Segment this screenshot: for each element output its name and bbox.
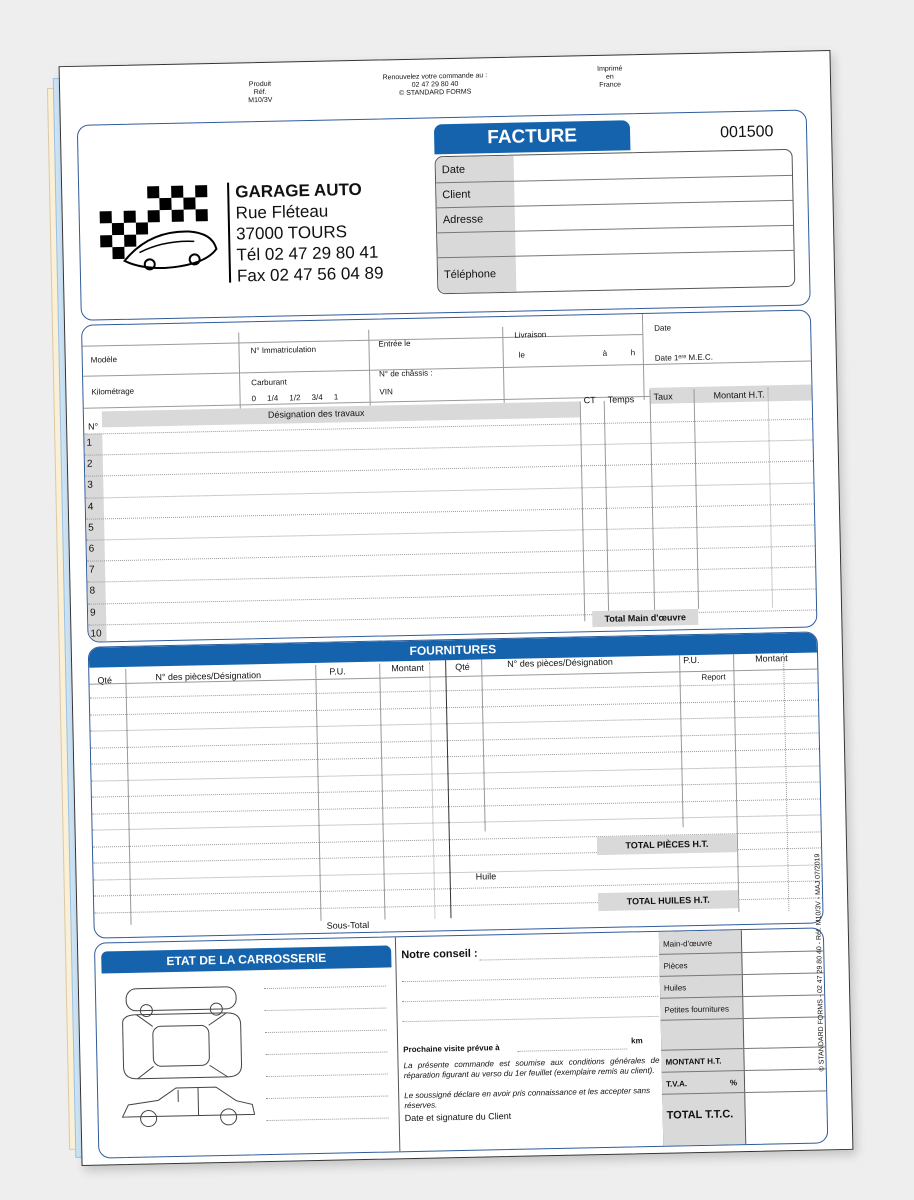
works-row-number: 6 [88, 543, 95, 555]
right-col-pu: P.U. [683, 654, 700, 666]
reorder-info: Renouvelez votre commande au : 02 47 29 80 40 © STANDARD FORMS [382, 72, 488, 98]
company-name: GARAGE AUTO [235, 179, 362, 202]
ttc-value[interactable] [746, 1094, 823, 1136]
invoice-number: 001500 [719, 123, 774, 142]
works-row-number: 3 [87, 479, 94, 492]
logo-divider [227, 183, 231, 283]
report-label: Report [701, 672, 726, 682]
signature-area[interactable] [405, 1120, 655, 1147]
date-label: Date [654, 323, 672, 333]
right-col-pieces: N° des pièces/Désignation [507, 656, 613, 669]
supply-row-line [92, 765, 820, 781]
left-col-qte: Qté [97, 675, 113, 686]
works-row-number: 5 [88, 522, 94, 534]
livraison-le: le [518, 350, 526, 360]
chassis-label: N° de châssis : [378, 368, 433, 379]
supply-row-line [90, 682, 818, 698]
vin-label: VIN [379, 387, 393, 397]
montant-ht-label: MONTANT H.T. [665, 1056, 722, 1067]
total-petites-label: Petites fournitures [664, 1004, 730, 1015]
supply-row-line [94, 864, 822, 880]
works-row-number: 4 [87, 501, 94, 513]
signature-label: Date et signature du Client [404, 1110, 512, 1124]
invoice-title: FACTURE [434, 120, 631, 154]
total-mo-label: Main-d'œuvre [662, 938, 713, 949]
works-col-taux: Taux [653, 391, 673, 402]
field-client-label: Client [442, 188, 471, 202]
works-col-designation: Désignation des travaux [267, 407, 365, 420]
total-main-oeuvre-value[interactable] [700, 607, 810, 625]
works-row-number: 8 [89, 585, 96, 598]
right-col-qte: Qté [455, 661, 470, 673]
company-street: Rue Fléteau [235, 201, 329, 223]
date-mec-label: Date 1ᵉʳᵉ M.E.C. [654, 352, 714, 363]
car-side-view-icon [118, 1080, 259, 1133]
field-date-label: Date [441, 163, 466, 177]
company-city: 37000 TOURS [235, 222, 348, 244]
works-col-no: N° [88, 421, 99, 432]
product-ref: Produit Réf. M10/3V [248, 80, 273, 105]
prochaine-visite-label: Prochaine visite prévue à [403, 1043, 500, 1055]
checkered-flag-car-logo-icon [93, 179, 223, 282]
field-phone-input[interactable] [518, 252, 791, 290]
bottom-box [94, 927, 828, 1158]
works-row-number: 1 [86, 437, 93, 449]
tva-pct-label: % [729, 1078, 738, 1088]
works-row-number: 9 [89, 607, 96, 619]
works-col-ct: CT [583, 395, 596, 406]
total-huiles-label: TOTAL HUILES H.T. [598, 890, 738, 911]
total-pieces-sum-label: Pièces [663, 961, 688, 971]
vehicle-works-box [81, 310, 817, 643]
supply-row-line [90, 715, 818, 731]
total-pieces-label: TOTAL PIÈCES H.T. [597, 834, 737, 855]
client-fields-box [435, 149, 796, 294]
supply-row-line [92, 798, 820, 814]
kilometrage-label: Kilométrage [91, 386, 135, 397]
works-row-number: 10 [90, 628, 102, 640]
total-main-oeuvre-label: Total Main d'œuvre [592, 609, 698, 627]
field-address-label: Adresse [442, 213, 484, 227]
modele-label: Modèle [90, 355, 118, 365]
huile-label: Huile [475, 871, 497, 882]
carrosserie-title: ETAT DE LA CARROSSERIE [101, 945, 391, 973]
sous-total-label: Sous-Total [326, 919, 370, 931]
supply-row-line [90, 699, 818, 715]
tva-value[interactable] [746, 1070, 822, 1090]
header-box [77, 110, 811, 321]
supply-row-line [92, 781, 820, 797]
conditions-text: La présente commande est soumise aux conditions générales de réparation figurant au verso du 1er feuillet (exemplaire remis au client). [403, 1055, 660, 1081]
montant-ht-value[interactable] [745, 1048, 821, 1068]
company-fax: Fax 02 47 56 04 89 [236, 263, 384, 286]
carburant-levels: 0 1/4 1/2 3/4 1 [251, 392, 339, 404]
left-col-pieces: N° des pièces/Désignation [155, 670, 262, 683]
works-col-montant: Montant H.T. [713, 389, 765, 401]
immat-label: N° Immatriculation [250, 344, 317, 356]
conseil-label: Notre conseil : [401, 947, 478, 962]
right-col-montant: Montant [755, 653, 788, 664]
livraison-h: h [630, 348, 636, 358]
carrosserie-notes-input[interactable] [264, 974, 391, 1137]
soussigne-text: Le soussigné déclare en avoir pris connaissance et les accepter sans réserves. [404, 1086, 651, 1111]
entree-label: Entrée le [378, 338, 411, 349]
printed-in: Imprimé en France [597, 65, 623, 89]
total-huiles-sum-label: Huiles [663, 983, 687, 993]
works-row-number: 7 [89, 564, 95, 576]
supply-row-line [91, 732, 819, 748]
km-label: km [631, 1036, 643, 1046]
supply-row-line [91, 748, 819, 764]
field-phone-label: Téléphone [443, 268, 497, 282]
works-col-temps: Temps [607, 394, 635, 405]
total-mo-value[interactable] [743, 930, 819, 950]
tva-label: T.V.A. [665, 1079, 688, 1089]
side-note: © STANDARD FORMS - 02 47 29 80 40 - Réf. M10/3V - MAJ 07/2019 [814, 853, 826, 1072]
total-huiles-value[interactable] [744, 974, 820, 994]
company-tel: Tél 02 47 29 80 41 [236, 242, 379, 265]
works-row-number: 2 [86, 458, 93, 470]
conseil-input[interactable] [401, 946, 659, 1031]
fournitures-title: FOURNITURES [89, 632, 817, 667]
left-col-montant: Montant [391, 662, 424, 674]
fournitures-box [88, 631, 824, 938]
livraison-label: Livraison [514, 330, 547, 340]
ttc-label: TOTAL T.T.C. [666, 1108, 734, 1122]
livraison-a: à [602, 348, 608, 358]
supply-row-line [93, 814, 821, 830]
total-pieces-value[interactable] [743, 952, 819, 972]
left-col-pu: P.U. [329, 666, 346, 677]
carburant-label: Carburant [251, 377, 287, 388]
total-petites-value[interactable] [744, 996, 820, 1016]
invoice-sheet [59, 50, 854, 1166]
